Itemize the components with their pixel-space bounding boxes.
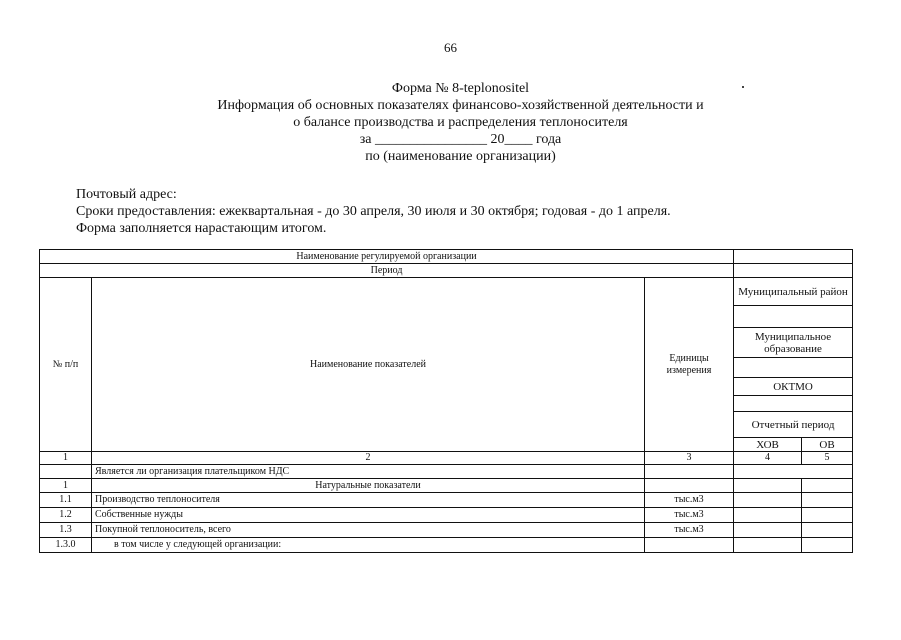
row-number: 1.1 [40,493,92,508]
oktmo-value[interactable] [734,396,853,412]
form-org-line: по (наименование организации) [365,149,556,164]
reporting-period-label: Отчетный период [734,412,853,438]
col-index-2: 2 [92,452,645,465]
scan-speck [742,86,744,88]
row-hov-value[interactable] [734,493,802,508]
form-period-line: за ________________ 20____ года [359,132,562,147]
col-index-4: 4 [734,452,802,465]
col-index-5: 5 [802,452,853,465]
row-unit: тыс.м3 [645,523,734,538]
row-name: Покупной теплоноситель, всего [92,523,645,538]
row-name: Собственные нужды [92,508,645,523]
column-index-row [40,452,853,465]
vat-question: Является ли организация плательщиком НДС [92,465,645,479]
row-ov-value[interactable] [802,523,853,538]
table-row [40,508,853,523]
row-hov-value[interactable] [734,538,802,553]
form-subtitle-line-2: о балансе производства и распределения теплоносителя [293,115,628,130]
form-subtitle-line-1: Информация об основных показателях финансово-хозяйственной деятельности и [217,98,704,113]
period-header: Период [40,264,734,278]
row-name: Производство теплоносителя [92,493,645,508]
row-ov-value[interactable] [802,508,853,523]
municipal-district-value[interactable] [734,306,853,328]
vat-answer-cell[interactable] [734,465,853,479]
form-title: Форма № 8-teplonositel [391,81,530,96]
row-unit: тыс.м3 [645,508,734,523]
hov-header: ХОВ [734,438,802,452]
org-name-header: Наименование регулируемой организации [40,250,734,264]
municipal-formation-value[interactable] [734,358,853,378]
row-unit: тыс.м3 [645,493,734,508]
col-name-header: Наименование показателей [92,278,645,452]
row-hov-value[interactable] [734,508,802,523]
table-row [40,465,853,479]
org-name-value[interactable] [734,250,853,264]
table-row [40,493,853,508]
col-index-3: 3 [645,452,734,465]
row-name: в том числе у следующей организации: [92,538,645,553]
ov-header: ОВ [802,438,853,452]
row-hov-value[interactable] [734,523,802,538]
oktmo-label: ОКТМО [734,378,853,396]
row-number: 1.3 [40,523,92,538]
row-number: 1.3.0 [40,538,92,553]
row-number: 1.2 [40,508,92,523]
postal-address: Почтовый адрес: [76,187,177,202]
table-row [40,523,853,538]
cumulative-note: Форма заполняется нарастающим итогом. [76,221,327,236]
indicators-table [39,249,853,553]
form-heading [0,80,901,165]
col-index-1: 1 [40,452,92,465]
municipal-district-label: Муниципальный район [734,278,853,306]
section-number: 1 [40,479,92,493]
row-ov-value[interactable] [802,493,853,508]
section-row [40,479,853,493]
table-row [40,538,853,553]
col-unit-header: Единицы измерения [645,278,734,452]
section-title: Натуральные показатели [92,479,645,493]
page-number: 66 [444,40,457,55]
municipal-formation-label: Муниципальное образование [734,328,853,358]
row-unit [645,538,734,553]
form-info [76,186,671,237]
row-ov-value[interactable] [802,538,853,553]
deadlines-text: Сроки предоставления: ежеквартальная - до 30 апреля, 30 июля и 30 октября; годовая - до 1 апреля. [76,204,671,219]
col-num-header: № п/п [40,278,92,452]
period-value[interactable] [734,264,853,278]
